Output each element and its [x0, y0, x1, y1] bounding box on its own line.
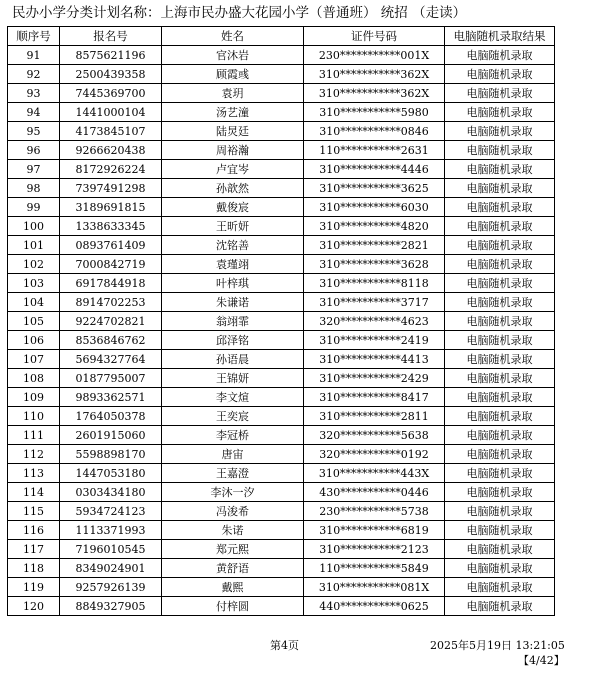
table-row [8, 274, 555, 293]
cell-registration-number: 7196010545 [60, 540, 162, 559]
cell-name: 冯浚希 [162, 502, 304, 521]
cell-sequence: 93 [8, 84, 60, 103]
cell-name: 李文煊 [162, 388, 304, 407]
cell-registration-number: 5598898170 [60, 445, 162, 464]
cell-sequence: 98 [8, 179, 60, 198]
cell-name: 郑元熙 [162, 540, 304, 559]
cell-sequence: 102 [8, 255, 60, 274]
cell-name: 翁翊霏 [162, 312, 304, 331]
cell-sequence: 92 [8, 65, 60, 84]
cell-sequence: 99 [8, 198, 60, 217]
cell-result: 电脑随机录取 [445, 293, 555, 312]
cell-id-number: 310***********8118 [304, 274, 445, 293]
cell-sequence: 104 [8, 293, 60, 312]
cell-result: 电脑随机录取 [445, 426, 555, 445]
cell-id-number: 310***********2123 [304, 540, 445, 559]
cell-sequence: 103 [8, 274, 60, 293]
cell-id-number: 310***********2419 [304, 331, 445, 350]
cell-registration-number: 8914702253 [60, 293, 162, 312]
cell-id-number: 310***********2811 [304, 407, 445, 426]
admission-results-table [7, 26, 555, 616]
cell-result: 电脑随机录取 [445, 122, 555, 141]
cell-registration-number: 3189691815 [60, 198, 162, 217]
cell-sequence: 94 [8, 103, 60, 122]
cell-id-number: 310***********5980 [304, 103, 445, 122]
column-header-registration-number: 报名号 [60, 27, 162, 46]
table-row [8, 103, 555, 122]
cell-registration-number: 9257926139 [60, 578, 162, 597]
cell-registration-number: 7000842719 [60, 255, 162, 274]
cell-id-number: 230***********5738 [304, 502, 445, 521]
cell-result: 电脑随机录取 [445, 217, 555, 236]
table-row [8, 559, 555, 578]
cell-registration-number: 1338633345 [60, 217, 162, 236]
cell-id-number: 230***********001X [304, 46, 445, 65]
cell-id-number: 310***********3625 [304, 179, 445, 198]
cell-sequence: 101 [8, 236, 60, 255]
page-title: 民办小学分类计划名称：上海市民办盛大花园小学（普通班） 统招 （走读） [12, 5, 467, 21]
cell-name: 卢宜岑 [162, 160, 304, 179]
cell-id-number: 320***********4623 [304, 312, 445, 331]
cell-sequence: 119 [8, 578, 60, 597]
cell-sequence: 96 [8, 141, 60, 160]
cell-id-number: 320***********0192 [304, 445, 445, 464]
cell-result: 电脑随机录取 [445, 141, 555, 160]
cell-result: 电脑随机录取 [445, 160, 555, 179]
column-header-sequence: 顺序号 [8, 27, 60, 46]
cell-result: 电脑随机录取 [445, 521, 555, 540]
table-row [8, 388, 555, 407]
cell-sequence: 106 [8, 331, 60, 350]
cell-id-number: 310***********4413 [304, 350, 445, 369]
cell-result: 电脑随机录取 [445, 597, 555, 616]
cell-name: 王奕宸 [162, 407, 304, 426]
table-row [8, 331, 555, 350]
cell-id-number: 310***********3717 [304, 293, 445, 312]
cell-registration-number: 2500439358 [60, 65, 162, 84]
footer-datetime: 2025年5月19日 13:21:05 [430, 639, 565, 652]
table-row [8, 445, 555, 464]
table-row [8, 65, 555, 84]
cell-name: 付梓圆 [162, 597, 304, 616]
cell-result: 电脑随机录取 [445, 103, 555, 122]
column-header-result: 电脑随机录取结果 [445, 27, 555, 46]
cell-id-number: 310***********2821 [304, 236, 445, 255]
table-row [8, 84, 555, 103]
cell-result: 电脑随机录取 [445, 274, 555, 293]
cell-registration-number: 1764050378 [60, 407, 162, 426]
cell-result: 电脑随机录取 [445, 46, 555, 65]
cell-id-number: 310***********2429 [304, 369, 445, 388]
cell-sequence: 111 [8, 426, 60, 445]
cell-sequence: 117 [8, 540, 60, 559]
table-header-row [8, 27, 555, 46]
cell-result: 电脑随机录取 [445, 559, 555, 578]
cell-id-number: 310***********362X [304, 84, 445, 103]
cell-result: 电脑随机录取 [445, 255, 555, 274]
cell-result: 电脑随机录取 [445, 464, 555, 483]
table-row [8, 350, 555, 369]
cell-name: 邱泽铭 [162, 331, 304, 350]
cell-result: 电脑随机录取 [445, 350, 555, 369]
table-row [8, 236, 555, 255]
cell-name: 顾霞彧 [162, 65, 304, 84]
cell-name: 王昕妍 [162, 217, 304, 236]
table-row [8, 198, 555, 217]
table-row [8, 597, 555, 616]
cell-id-number: 310***********8417 [304, 388, 445, 407]
cell-id-number: 110***********2631 [304, 141, 445, 160]
cell-registration-number: 8172926224 [60, 160, 162, 179]
cell-name: 李沐一汐 [162, 483, 304, 502]
table-row [8, 540, 555, 559]
cell-name: 孙歆然 [162, 179, 304, 198]
cell-name: 官沐岩 [162, 46, 304, 65]
table-row [8, 293, 555, 312]
cell-id-number: 320***********5638 [304, 426, 445, 445]
table-row [8, 502, 555, 521]
cell-name: 汤艺潼 [162, 103, 304, 122]
cell-sequence: 109 [8, 388, 60, 407]
cell-registration-number: 1113371993 [60, 521, 162, 540]
cell-registration-number: 8349024901 [60, 559, 162, 578]
cell-name: 周裕瀚 [162, 141, 304, 160]
footer-page-label: 第4页 [270, 639, 299, 652]
table-row [8, 179, 555, 198]
cell-result: 电脑随机录取 [445, 445, 555, 464]
cell-name: 袁瑾翊 [162, 255, 304, 274]
cell-result: 电脑随机录取 [445, 483, 555, 502]
cell-result: 电脑随机录取 [445, 198, 555, 217]
cell-name: 王嘉澄 [162, 464, 304, 483]
cell-registration-number: 9224702821 [60, 312, 162, 331]
table-row [8, 426, 555, 445]
cell-result: 电脑随机录取 [445, 331, 555, 350]
cell-registration-number: 9893362571 [60, 388, 162, 407]
cell-result: 电脑随机录取 [445, 179, 555, 198]
table-row [8, 369, 555, 388]
cell-sequence: 100 [8, 217, 60, 236]
cell-name: 叶梓琪 [162, 274, 304, 293]
cell-name: 戴熙 [162, 578, 304, 597]
cell-sequence: 112 [8, 445, 60, 464]
cell-registration-number: 7397491298 [60, 179, 162, 198]
table-row [8, 122, 555, 141]
cell-id-number: 310***********3628 [304, 255, 445, 274]
cell-name: 孙语晨 [162, 350, 304, 369]
cell-registration-number: 0187795007 [60, 369, 162, 388]
cell-registration-number: 4173845107 [60, 122, 162, 141]
cell-registration-number: 0303434180 [60, 483, 162, 502]
table-body [8, 46, 555, 616]
cell-id-number: 310***********081X [304, 578, 445, 597]
table-row [8, 160, 555, 179]
cell-sequence: 118 [8, 559, 60, 578]
cell-sequence: 91 [8, 46, 60, 65]
cell-name: 陆炅廷 [162, 122, 304, 141]
column-header-id-number: 证件号码 [304, 27, 445, 46]
table-row [8, 217, 555, 236]
cell-result: 电脑随机录取 [445, 369, 555, 388]
cell-registration-number: 8849327905 [60, 597, 162, 616]
cell-id-number: 310***********443X [304, 464, 445, 483]
cell-result: 电脑随机录取 [445, 84, 555, 103]
cell-registration-number: 5934724123 [60, 502, 162, 521]
table-row [8, 255, 555, 274]
table-row [8, 521, 555, 540]
cell-sequence: 97 [8, 160, 60, 179]
cell-id-number: 310***********6030 [304, 198, 445, 217]
cell-sequence: 115 [8, 502, 60, 521]
cell-result: 电脑随机录取 [445, 236, 555, 255]
cell-name: 袁玥 [162, 84, 304, 103]
table-row [8, 578, 555, 597]
table-row [8, 141, 555, 160]
cell-sequence: 116 [8, 521, 60, 540]
cell-registration-number: 5694327764 [60, 350, 162, 369]
cell-sequence: 114 [8, 483, 60, 502]
cell-id-number: 430***********0446 [304, 483, 445, 502]
cell-id-number: 310***********4820 [304, 217, 445, 236]
cell-result: 电脑随机录取 [445, 388, 555, 407]
cell-sequence: 113 [8, 464, 60, 483]
column-header-name: 姓名 [162, 27, 304, 46]
cell-sequence: 105 [8, 312, 60, 331]
cell-name: 朱谦诺 [162, 293, 304, 312]
cell-registration-number: 6917844918 [60, 274, 162, 293]
table-row [8, 46, 555, 65]
cell-registration-number: 1441000104 [60, 103, 162, 122]
table-row [8, 407, 555, 426]
cell-sequence: 110 [8, 407, 60, 426]
cell-id-number: 310***********362X [304, 65, 445, 84]
cell-registration-number: 2601915060 [60, 426, 162, 445]
table-row [8, 483, 555, 502]
cell-sequence: 95 [8, 122, 60, 141]
cell-registration-number: 8536846762 [60, 331, 162, 350]
cell-registration-number: 7445369700 [60, 84, 162, 103]
cell-id-number: 310***********6819 [304, 521, 445, 540]
cell-sequence: 120 [8, 597, 60, 616]
cell-id-number: 440***********0625 [304, 597, 445, 616]
cell-result: 电脑随机录取 [445, 578, 555, 597]
cell-name: 唐宙 [162, 445, 304, 464]
cell-name: 李冠桥 [162, 426, 304, 445]
cell-id-number: 110***********5849 [304, 559, 445, 578]
cell-id-number: 310***********4446 [304, 160, 445, 179]
cell-name: 黄舒语 [162, 559, 304, 578]
cell-result: 电脑随机录取 [445, 540, 555, 559]
table-row [8, 312, 555, 331]
cell-registration-number: 1447053180 [60, 464, 162, 483]
cell-name: 戴俊宸 [162, 198, 304, 217]
table-row [8, 464, 555, 483]
cell-registration-number: 0893761409 [60, 236, 162, 255]
cell-registration-number: 9266620438 [60, 141, 162, 160]
cell-result: 电脑随机录取 [445, 407, 555, 426]
cell-name: 沈铭善 [162, 236, 304, 255]
cell-sequence: 108 [8, 369, 60, 388]
cell-sequence: 107 [8, 350, 60, 369]
cell-id-number: 310***********0846 [304, 122, 445, 141]
cell-name: 朱诺 [162, 521, 304, 540]
footer-page-count: 【4/42】 [518, 654, 565, 667]
cell-name: 王锦妍 [162, 369, 304, 388]
cell-registration-number: 8575621196 [60, 46, 162, 65]
cell-result: 电脑随机录取 [445, 65, 555, 84]
cell-result: 电脑随机录取 [445, 502, 555, 521]
cell-result: 电脑随机录取 [445, 312, 555, 331]
